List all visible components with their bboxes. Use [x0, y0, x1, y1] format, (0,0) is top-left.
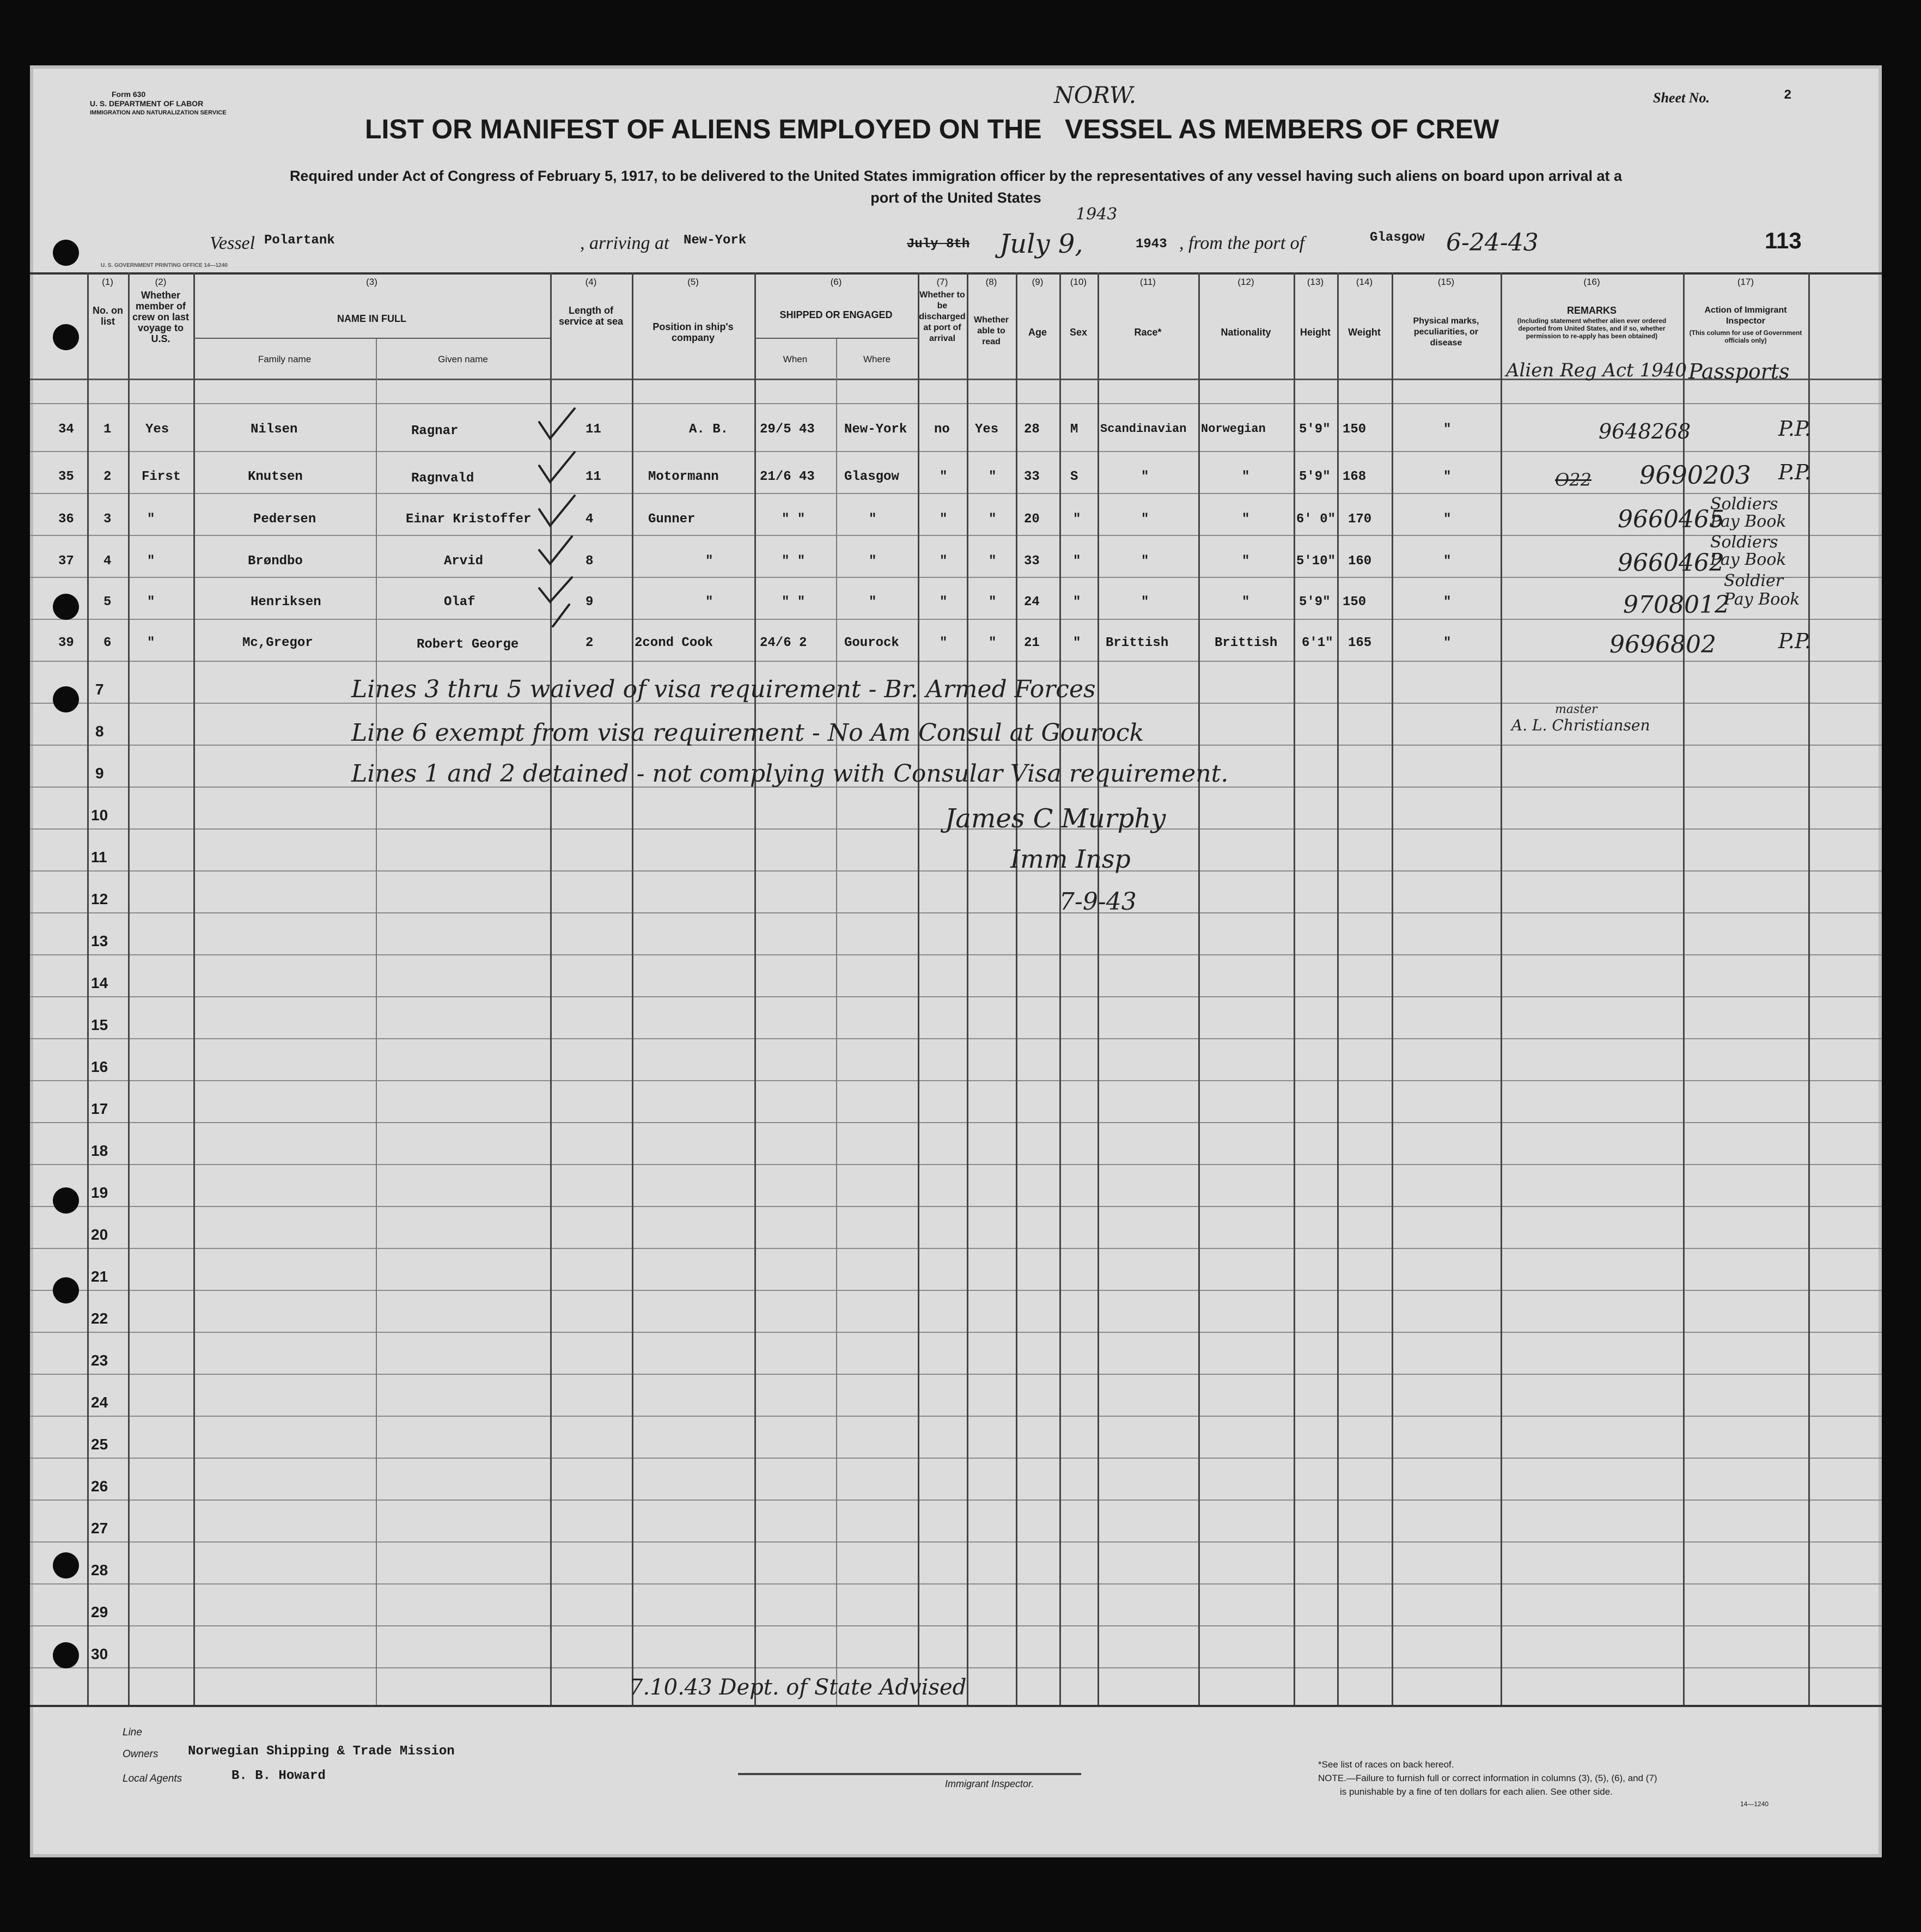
family-name: Mc,Gregor: [242, 636, 313, 650]
col13-header: Height: [1300, 327, 1331, 338]
inspector-signature-line: [738, 1773, 1081, 1775]
line-number: 12: [91, 891, 108, 907]
col5-number: (5): [687, 277, 699, 287]
subtitle-line-1: Required under Act of Congress of February 5, 1917, to be delivered to the United States immigration officer by the representatives of any vessel having such aliens on board upon arrival at a: [289, 168, 1623, 184]
discharged: ": [940, 512, 948, 527]
col17-note: (This column for use of Government officials only): [1689, 329, 1802, 344]
col13-number: (13): [1307, 277, 1324, 287]
family-name: Nilsen: [251, 422, 298, 437]
punch-hole: [53, 240, 79, 266]
line-number: 16: [91, 1058, 108, 1075]
family-name: Knutsen: [248, 470, 303, 484]
line-number: 6: [103, 636, 112, 650]
line-number: 20: [91, 1226, 108, 1243]
margin-number: 36: [58, 512, 74, 527]
line-number: 24: [91, 1394, 108, 1411]
col11-number: (11): [1140, 277, 1156, 287]
inspector-action: Soldiers Pay Book: [1710, 495, 1786, 531]
height: 6' 0": [1296, 512, 1336, 527]
age: 28: [1024, 422, 1040, 437]
weight: 150: [1343, 595, 1367, 610]
departure-date: 6-24-43: [1446, 229, 1539, 257]
height: 6'1": [1302, 636, 1333, 650]
race: ": [1141, 595, 1149, 610]
line-number: 14: [91, 974, 108, 991]
remarks-handwritten-heading: Alien Reg Act 1940: [1506, 359, 1687, 381]
col5-header: Position in ship's company: [652, 321, 734, 343]
date-handwritten: July 9,: [999, 229, 1083, 259]
last-voyage: Yes: [145, 422, 169, 437]
vessel-label: Vessel: [210, 233, 255, 253]
line-number: 23: [91, 1352, 108, 1369]
name-subrule: [193, 338, 550, 339]
line-number: 28: [91, 1562, 108, 1578]
nationality: ": [1242, 512, 1250, 527]
col1-number: (1): [102, 277, 113, 287]
shipped-where: ": [869, 512, 877, 527]
line-number: 5: [103, 595, 112, 610]
inspector-action: P.P.: [1778, 460, 1811, 484]
discharged: ": [940, 470, 948, 484]
inspector-action: Soldier Pay Book: [1724, 571, 1800, 609]
agents-value: B. B. Howard: [231, 1769, 326, 1783]
service-years: 2: [586, 636, 594, 650]
last-voyage: ": [147, 595, 155, 610]
height: 5'9": [1299, 470, 1331, 484]
from-port: Glasgow: [1370, 230, 1425, 245]
sheet-number: 2: [1784, 88, 1792, 103]
table-bottom-rule: [30, 1705, 1882, 1707]
page-number: 113: [1765, 228, 1802, 253]
last-voyage: ": [147, 554, 155, 569]
family-name: Pedersen: [253, 512, 316, 527]
form-code: 14—1240: [1740, 1800, 1769, 1808]
remarks: 9696802: [1609, 631, 1716, 659]
margin-number: 39: [58, 636, 74, 650]
service-years: 8: [586, 554, 594, 569]
inspector-action: Soldiers Pay Book: [1710, 533, 1786, 569]
arriving-port: New-York: [684, 233, 747, 248]
physical-marks: ": [1443, 470, 1452, 484]
col11-header: Race*: [1134, 327, 1162, 338]
position: Motormann: [648, 470, 719, 484]
line-number: 29: [91, 1604, 108, 1620]
col2-number: (2): [155, 277, 167, 287]
physical-marks: ": [1443, 422, 1452, 437]
physical-marks: ": [1443, 512, 1452, 527]
punch-hole: [53, 1642, 79, 1668]
sex: M: [1070, 422, 1078, 437]
discharged: ": [940, 554, 948, 569]
line-label: Line: [123, 1727, 142, 1738]
nationality: ": [1242, 554, 1250, 569]
able-to-read: ": [989, 554, 997, 569]
col16-number: (16): [1583, 277, 1600, 287]
penalty-note-1: NOTE.—Failure to furnish full or correct information in columns (3), (5), (6), and (7): [1318, 1773, 1657, 1783]
line-number: 26: [91, 1478, 108, 1495]
col9-header: Age: [1028, 327, 1047, 338]
col15-header: Physical marks, peculiarities, or disease: [1413, 316, 1479, 348]
title-handwritten-insert: NORW.: [1054, 82, 1137, 108]
line-number: 1: [103, 422, 112, 437]
sex: S: [1070, 470, 1078, 484]
nationality: Brittish: [1215, 636, 1278, 650]
remarks-struck: O22: [1555, 470, 1591, 490]
nationality: ": [1242, 595, 1250, 610]
inspector-signature: James C Murphy: [945, 803, 1166, 834]
race-list-note: *See list of races on back hereof.: [1318, 1759, 1454, 1770]
service-years: 4: [586, 512, 594, 527]
line-number: 11: [91, 849, 107, 866]
sex: ": [1073, 554, 1081, 569]
master-name: A. L. Christiansen: [1511, 716, 1650, 734]
height: 5'10": [1296, 554, 1336, 569]
shipped-when: 21/6 43: [760, 470, 815, 484]
family-name: Henriksen: [251, 595, 321, 610]
col6-number: (6): [830, 277, 842, 287]
line-number: 8: [95, 723, 104, 740]
service-check-marks: [531, 398, 602, 665]
race: ": [1141, 554, 1149, 569]
nationality: ": [1242, 470, 1250, 484]
col4-number: (4): [585, 277, 597, 287]
line-number: 3: [103, 512, 112, 527]
col6-where-header: Where: [863, 354, 891, 364]
age: 33: [1024, 470, 1040, 484]
discharged: ": [940, 636, 948, 650]
table-top-rule: [30, 272, 1882, 275]
service-years: 9: [586, 595, 594, 610]
title-part-b: VESSEL AS MEMBERS OF CREW: [1065, 114, 1499, 144]
able-to-read: ": [989, 636, 997, 650]
age: 33: [1024, 554, 1040, 569]
from-port-label: , from the port of: [1179, 233, 1305, 253]
race: Scandinavian: [1100, 422, 1187, 436]
owners-value: Norwegian Shipping & Trade Mission: [188, 1744, 455, 1759]
line-number: 19: [91, 1184, 108, 1201]
nationality: Norwegian: [1201, 422, 1266, 436]
punch-hole: [53, 1187, 79, 1214]
agents-label: Local Agents: [123, 1773, 182, 1784]
weight: 160: [1348, 554, 1372, 569]
sex: ": [1073, 512, 1081, 527]
shipped-where: Glasgow: [844, 470, 899, 484]
punch-hole: [53, 594, 79, 620]
sex: ": [1073, 595, 1081, 610]
race: ": [1141, 470, 1149, 484]
weight: 168: [1343, 470, 1367, 484]
remarks: 9660465: [1618, 505, 1724, 533]
remarks: 9690203: [1639, 460, 1751, 490]
remarks: 9648268: [1599, 419, 1691, 443]
race: ": [1141, 512, 1149, 527]
discharged: no: [934, 422, 950, 437]
shipped-when: 29/5 43: [760, 422, 815, 437]
given-name: Olaf: [444, 595, 475, 610]
col8-number: (8): [985, 277, 997, 287]
shipped-when: " ": [782, 512, 806, 527]
col14-number: (14): [1356, 277, 1373, 287]
arrival-year: 1943: [1136, 237, 1167, 252]
shipped-where: New-York: [844, 422, 907, 437]
arriving-label: , arriving at: [580, 233, 669, 253]
position: Gunner: [648, 512, 696, 527]
line-number: 13: [91, 933, 108, 949]
height: 5'9": [1299, 595, 1331, 610]
family-name: Brøndbo: [248, 554, 303, 569]
sex: ": [1073, 636, 1081, 650]
col1-header: No. on list: [93, 305, 123, 327]
given-name: Arvid: [444, 554, 484, 569]
form-service: IMMIGRATION AND NATURALIZATION SERVICE: [90, 109, 227, 116]
form-number: Form 630: [112, 90, 146, 99]
last-voyage: First: [142, 470, 181, 484]
penalty-note-2: is punishable by a fine of ten dollars for each alien. See other side.: [1340, 1787, 1613, 1797]
weight: 165: [1348, 636, 1372, 650]
punch-hole: [53, 1552, 79, 1578]
col3-given-header: Given name: [438, 354, 488, 364]
able-to-read: ": [989, 512, 997, 527]
line-number: 9: [95, 765, 104, 782]
position: ": [705, 554, 713, 569]
position: 2cond Cook: [635, 636, 713, 650]
inspector-title: Imm Insp: [1010, 844, 1131, 874]
col12-header: Nationality: [1221, 327, 1271, 338]
given-name: Robert George: [417, 637, 519, 652]
weight: 170: [1348, 512, 1372, 527]
discharged: ": [940, 595, 948, 610]
col8-header: Whether able to read: [974, 315, 1009, 346]
col17-header: Action of Immigrant Inspector: [1704, 306, 1787, 326]
shipped-where: ": [869, 595, 877, 610]
action-handwritten-heading: Passports: [1688, 359, 1790, 383]
line-number: 7: [95, 681, 104, 698]
printer-mark: U. S. GOVERNMENT PRINTING OFFICE 14—1240: [101, 263, 228, 269]
line-number: 25: [91, 1436, 108, 1453]
physical-marks: ": [1443, 636, 1452, 650]
col7-header: Whether to be discharged at port of arrival: [919, 290, 966, 343]
inspection-date: 7-9-43: [1059, 888, 1137, 916]
physical-marks: ": [1443, 554, 1452, 569]
line-number: 18: [91, 1142, 108, 1159]
shipped-where: ": [869, 554, 877, 569]
last-voyage: ": [147, 636, 155, 650]
punch-hole: [53, 324, 79, 350]
form-dept: U. S. DEPARTMENT OF LABOR: [90, 99, 204, 108]
able-to-read: ": [989, 470, 997, 484]
col10-header: Sex: [1069, 327, 1088, 338]
col6-header: SHIPPED OR ENGAGED: [779, 309, 893, 320]
physical-marks: ": [1443, 595, 1452, 610]
inspector-action: P.P.: [1778, 417, 1811, 441]
col16-note: (Including statement whether alien ever ordered deported from United States, and if so, whether permission to re-apply has been obtained): [1517, 317, 1667, 340]
note-line-7: Lines 3 thru 5 waived of visa requirement - Br. Armed Forces: [351, 675, 1096, 703]
line-number: 17: [91, 1100, 108, 1117]
shipped-when: 24/6 2: [760, 636, 807, 650]
given-name: Einar Kristoffer: [406, 512, 532, 527]
col14-header: Weight: [1348, 327, 1381, 338]
shipped-when: " ": [782, 595, 806, 610]
col12-number: (12): [1237, 277, 1254, 287]
age: 21: [1024, 636, 1040, 650]
inspector-action: P.P.: [1778, 629, 1811, 653]
last-voyage: ": [147, 512, 155, 527]
punch-hole: [53, 686, 79, 712]
sheet-label: Sheet No.: [1653, 90, 1710, 106]
age: 20: [1024, 512, 1040, 527]
note-line-8: Line 6 exempt from visa requirement - No Am Consul at Gourock: [351, 719, 1144, 747]
master-title: master: [1555, 703, 1597, 716]
given-name: Ragnvald: [411, 471, 474, 486]
line-number: 27: [91, 1520, 108, 1537]
service-years: 11: [586, 422, 601, 437]
col9-number: (9): [1032, 277, 1044, 287]
col6-when-header: When: [783, 354, 808, 364]
line-number: 10: [91, 807, 108, 824]
manifest-sheet: [30, 65, 1882, 1857]
margin-number: 34: [58, 422, 74, 437]
weight: 150: [1343, 422, 1367, 437]
remarks: 9660462: [1618, 549, 1724, 577]
line-number: 22: [91, 1310, 108, 1327]
subtitle-line-2: port of the United States: [870, 190, 1041, 206]
col15-number: (15): [1437, 277, 1455, 287]
year-handwritten: 1943: [1076, 205, 1118, 224]
col16-header: REMARKS: [1566, 305, 1617, 316]
height: 5'9": [1299, 422, 1331, 437]
position: A. B.: [689, 422, 729, 437]
service-years: 11: [586, 470, 601, 484]
line-number: 4: [103, 554, 112, 569]
shipped-where: Gourock: [844, 636, 899, 650]
vessel-name: Polartank: [264, 233, 335, 248]
line-number: 2: [103, 470, 112, 484]
able-to-read: Yes: [975, 422, 999, 437]
race: Brittish: [1106, 636, 1169, 650]
col4-header: Length of service at sea: [558, 305, 624, 327]
col7-number: (7): [936, 277, 948, 287]
inspector-line-label: Immigrant Inspector.: [945, 1778, 1034, 1789]
col17-number: (17): [1737, 277, 1754, 287]
shipped-subrule: [754, 338, 918, 339]
punch-hole: [53, 1277, 79, 1303]
margin-number: 37: [58, 554, 74, 569]
date-struck: July 8th: [907, 237, 970, 252]
line-number: 21: [91, 1268, 108, 1285]
col10-number: (10): [1070, 277, 1087, 287]
line-number: 30: [91, 1645, 108, 1662]
given-name: Ragnar: [411, 424, 459, 438]
title-part-a: LIST OR MANIFEST OF ALIENS EMPLOYED ON THE: [365, 114, 1042, 144]
state-dept-note: 7.10.43 Dept. of State Advised: [629, 1675, 967, 1700]
note-line-9: Lines 1 and 2 detained - not complying with Consular Visa requirement.: [351, 760, 1229, 788]
able-to-read: ": [989, 595, 997, 610]
remarks: 9708012: [1623, 591, 1730, 619]
owners-label: Owners: [123, 1748, 158, 1760]
position: ": [705, 595, 713, 610]
col2-header: Whether member of crew on last voyage to U.S.: [132, 290, 190, 344]
shipped-when: " ": [782, 554, 806, 569]
age: 24: [1024, 595, 1040, 610]
col3-number: (3): [366, 277, 377, 287]
line-number: 15: [91, 1016, 108, 1033]
col3-family-header: Family name: [258, 354, 312, 364]
col3-header: NAME IN FULL: [337, 313, 406, 324]
margin-number: 35: [58, 470, 74, 484]
